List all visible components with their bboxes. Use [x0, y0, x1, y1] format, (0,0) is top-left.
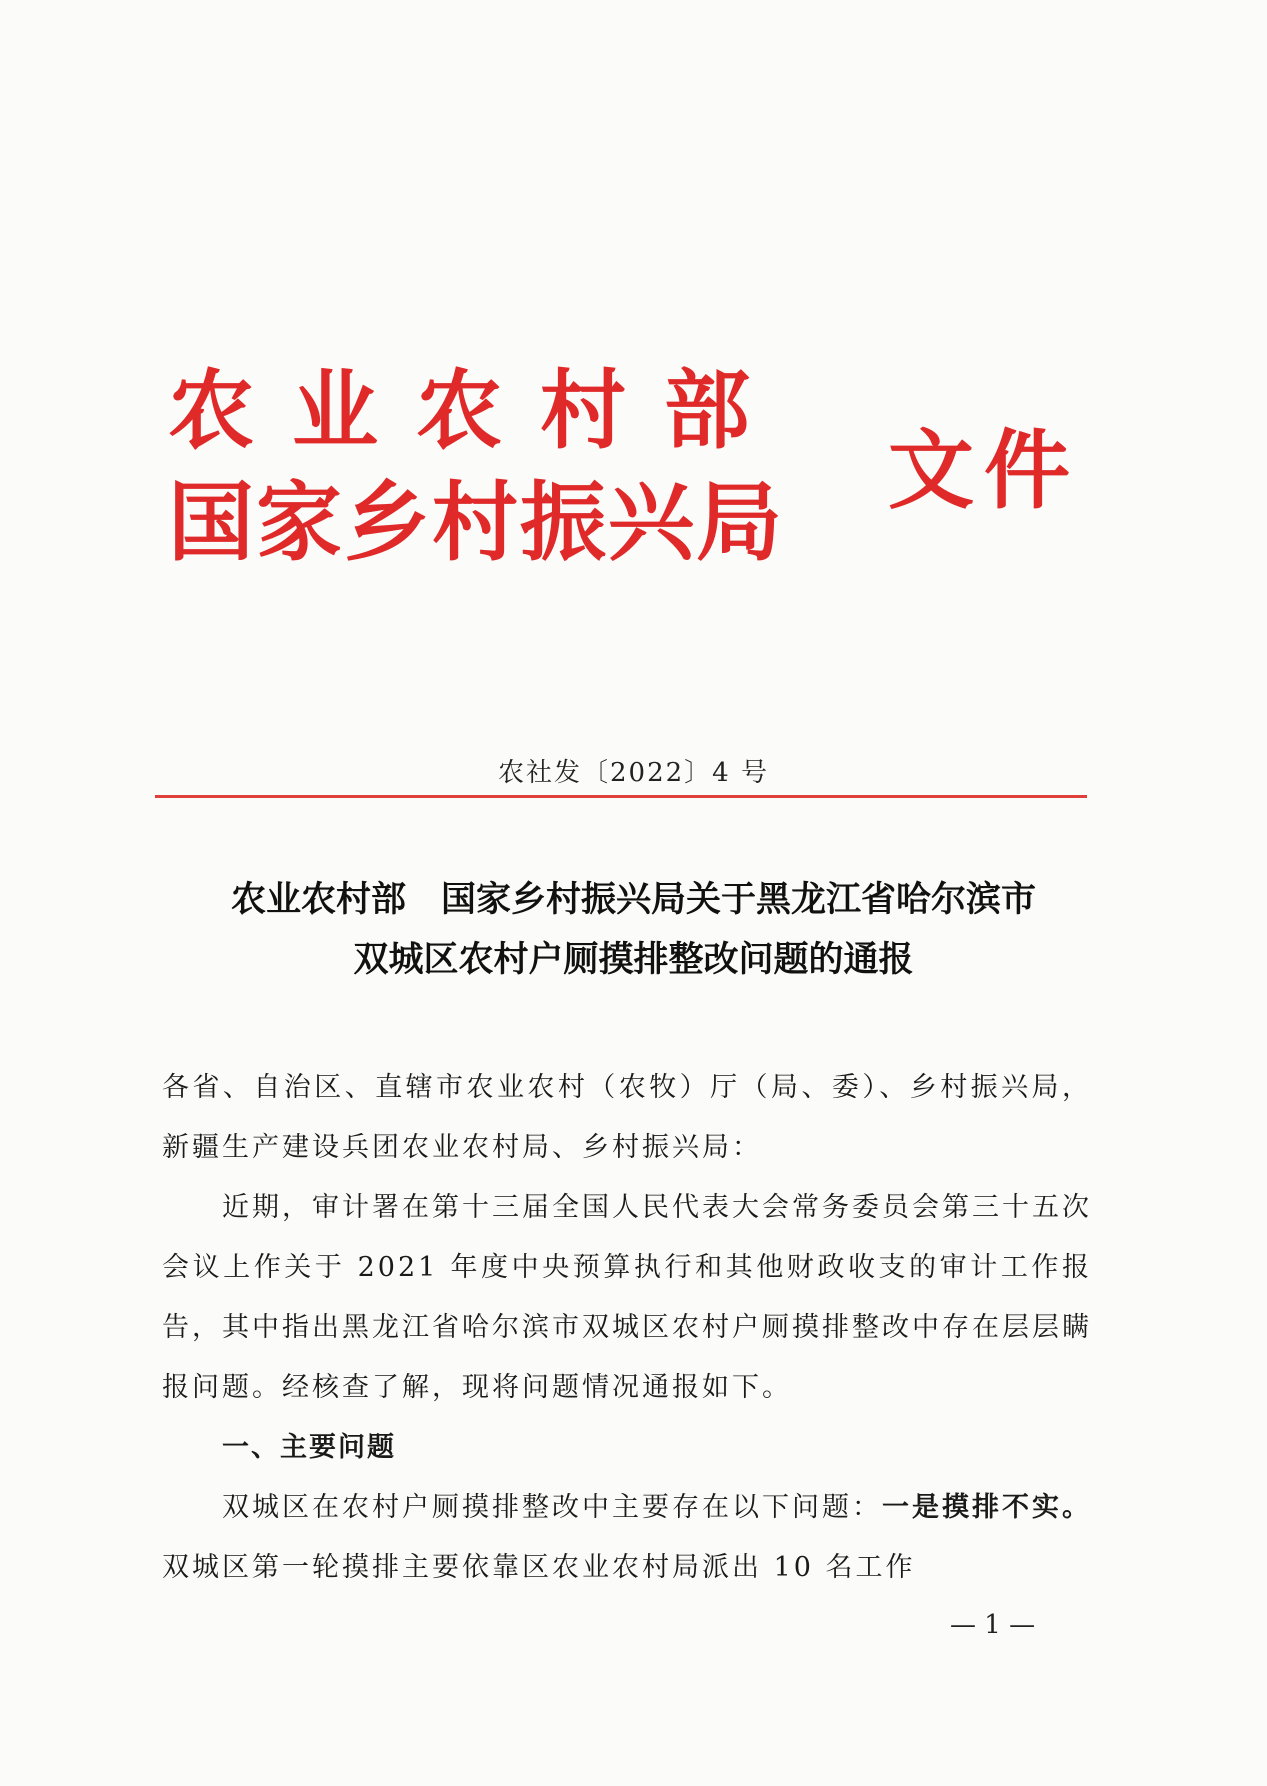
title-line-2: 双城区农村户厕摸排整改问题的通报: [353, 940, 914, 980]
intro-paragraph: 近期，审计署在第十三届全国人民代表大会常务委员会第三十五次会议上作关于 2021 年度中央预算执行和其他财政收支的审计工作报告，其中指出黑龙江省哈尔滨市双城区农村户厕摸排整改中存在层层瞒报问题。经核查了解，现将问题情况通报如下。: [162, 1192, 1092, 1403]
issuing-authority-header: [168, 358, 1098, 588]
issues-paragraph-rest: 双城区第一轮摸排主要依靠区农业农村局派出 10 名工作: [162, 1552, 916, 1583]
document-title: [0, 870, 1267, 990]
issues-paragraph: [162, 1478, 1092, 1598]
section-heading: 一、主要问题: [222, 1432, 396, 1463]
issues-paragraph-lead: 双城区在农村户厕摸排整改中主要存在以下问题：: [222, 1492, 882, 1523]
document-body: [162, 1058, 1092, 1598]
document-type-label: 文件: [888, 421, 1080, 521]
issues-point-one-label: 一是摸排不实。: [882, 1492, 1092, 1523]
red-separator-line: [155, 795, 1087, 798]
addressee-paragraph: 各省、自治区、直辖市农业农村（农牧）厅（局、委）、乡村振兴局，新疆生产建设兵团农业农村局、乡村振兴局：: [162, 1072, 1092, 1163]
page-number: — 1 —: [950, 1610, 1036, 1640]
title-line-1: 农业农村部 国家乡村振兴局关于黑龙江省哈尔滨市: [230, 880, 1036, 920]
issuing-org-line-1: 农业农村部: [168, 361, 788, 461]
document-number: 农社发〔2022〕4 号: [498, 758, 769, 788]
issuing-org-line-2: 国家乡村振兴局: [168, 473, 784, 573]
